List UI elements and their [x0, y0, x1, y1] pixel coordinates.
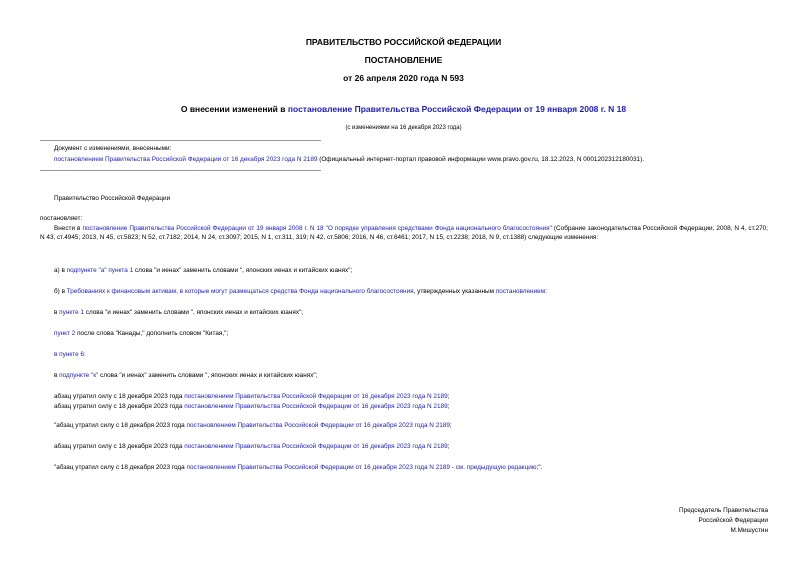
lapsed-text-2: -	[449, 464, 456, 471]
lapsed-paragraph	[54, 402, 449, 411]
item-b3-link[interactable]: в пункте 6	[54, 351, 84, 358]
item-b1-link[interactable]: пункте 1	[59, 309, 84, 316]
item-b	[54, 287, 547, 296]
item-b-subpoint-k	[54, 371, 317, 380]
item-b-text-1: б) в	[54, 288, 67, 295]
item-b-text-2: , утвержденных указанным	[413, 288, 496, 295]
lapsed-text-2: ;	[447, 403, 450, 410]
item-b-point-6	[54, 350, 86, 359]
item-b1-text-2: слова "и иенах" заменить словами ", японских иенах и китайских юанях";	[83, 309, 304, 316]
item-b-text-3: :	[545, 288, 547, 295]
lapsed-link[interactable]: постановлением Правительства Российской Федерации от 16 декабря 2023 года N 2189	[184, 403, 448, 410]
lapsed-paragraph	[54, 442, 449, 451]
item-a-text-1: а) в	[54, 267, 67, 274]
main-link[interactable]: постановление Правительства Российской Федерации от 19 января 2008 г. N 18 "О порядке управления средствами Фонда национального благосостояния"	[82, 225, 552, 232]
item-a	[54, 266, 352, 275]
signature-name: М.Мишустин	[730, 527, 768, 534]
lapsed-paragraph	[54, 463, 542, 472]
top-divider	[40, 140, 321, 141]
lapsed-text-1: абзац утратил силу с 18 декабря 2023 года	[54, 443, 185, 450]
lapsed-link[interactable]: постановлением Правительства Российской Федерации от 16 декабря 2023 года N 2189	[186, 464, 450, 471]
amendment-link[interactable]: постановлением Правительства Российской Федерации от 16 декабря 2023 года N 2189	[54, 156, 318, 163]
item-b4-link[interactable]: подпункте "к"	[59, 372, 99, 379]
amendments-line	[54, 155, 644, 164]
government-title: ПРАВИТЕЛЬСТВО РОССИЙСКОЙ ФЕДЕРАЦИИ	[305, 37, 502, 47]
document-date: от 26 апреля 2020 года N 593	[343, 73, 464, 83]
item-b-link-requirements[interactable]: Требованиях к финансовым активам, в которые могут размещаться средства Фонда национального благосостояния	[66, 288, 414, 295]
lapsed-text-1: "абзац утратил силу с 18 декабря 2023 года	[54, 422, 187, 429]
item-b4-text-1: в	[54, 372, 60, 379]
signature-position-1: Председатель Правительства	[679, 507, 768, 514]
signature-position-2: Российской Федерации	[698, 517, 768, 524]
changes-note: (с изменениями на 16 декабря 2023 года)	[345, 125, 462, 131]
item-a-text-2: слова "и иенах" заменить словами ", японских иенах и китайских юанях";	[133, 267, 353, 274]
main-text-2: (Собрание законодательства Российской Федерации, 2008, N 4, ст.270; N 43, ст.4945; 2013, N 45, ст.5823; N 52, ст.7182; 2014, N 24, ст.3097; 2015, N 1, ст.311, 319; N 42, ст.5806; 2016, N 46, ст.6461; 2017, N 15, ст.2238; 2018, N 9, ст.1388) следующие изменения:	[40, 225, 769, 242]
lapsed-paragraph	[54, 392, 449, 401]
lapsed-paragraph	[54, 421, 452, 430]
document-type: ПОСТАНОВЛЕНИЕ	[364, 55, 443, 65]
item-b1-text-1: в	[54, 309, 60, 316]
item-b4-text-2: слова "и иенах" заменить словами ", японских иенах и китайских юанях";	[98, 372, 318, 379]
amendments-label: Документ с изменениями, внесенными:	[54, 145, 172, 152]
item-b2-link[interactable]: пункт 2	[54, 330, 76, 337]
lapsed-link[interactable]: постановлением Правительства Российской Федерации от 16 декабря 2023 года N 2189	[186, 422, 450, 429]
item-b-link-resolution[interactable]: постановлением	[495, 288, 546, 295]
item-b2-text: после слова "Канады," дополнить словом "Китая,";	[75, 330, 229, 337]
main-paragraph	[40, 224, 768, 242]
subject-link[interactable]: постановление Правительства Российской Федерации от 19 января 2008 г. N 18	[287, 104, 627, 114]
bottom-divider	[40, 170, 321, 171]
amendment-source: (Официальный интернет-портал правовой информации www.pravo.gov.ru, 18.12.2023, N 0001202312180031).	[317, 156, 645, 163]
lapsed-text-3: ;".	[536, 464, 543, 471]
lapsed-text-2: ;	[447, 443, 450, 450]
preamble-government: Правительство Российской Федерации	[54, 195, 171, 202]
item-b-point-2	[54, 329, 228, 338]
previous-edition-link[interactable]: см. предыдущую редакцию	[455, 464, 537, 471]
preamble-decides: постановляет:	[40, 215, 83, 222]
lapsed-link[interactable]: постановлением Правительства Российской Федерации от 16 декабря 2023 года N 2189	[184, 393, 448, 400]
lapsed-text-1: абзац утратил силу с 18 декабря 2023 года	[54, 393, 185, 400]
item-b3-text: :	[83, 351, 86, 358]
lapsed-text-1: "абзац утратил силу с 18 декабря 2023 года	[54, 464, 187, 471]
lapsed-text-2: ;	[447, 393, 450, 400]
lapsed-text-2: ;	[449, 422, 452, 429]
item-b-point-1	[54, 308, 303, 317]
item-a-link[interactable]: подпункте "а" пункта 1	[66, 267, 134, 274]
lapsed-text-1: абзац утратил силу с 18 декабря 2023 года	[54, 403, 185, 410]
document-subject	[0, 104, 807, 114]
lapsed-link[interactable]: постановлением Правительства Российской Федерации от 16 декабря 2023 года N 2189	[184, 443, 448, 450]
main-text-1: Внести в	[54, 225, 83, 232]
subject-prefix: О внесении изменений в	[180, 104, 288, 114]
